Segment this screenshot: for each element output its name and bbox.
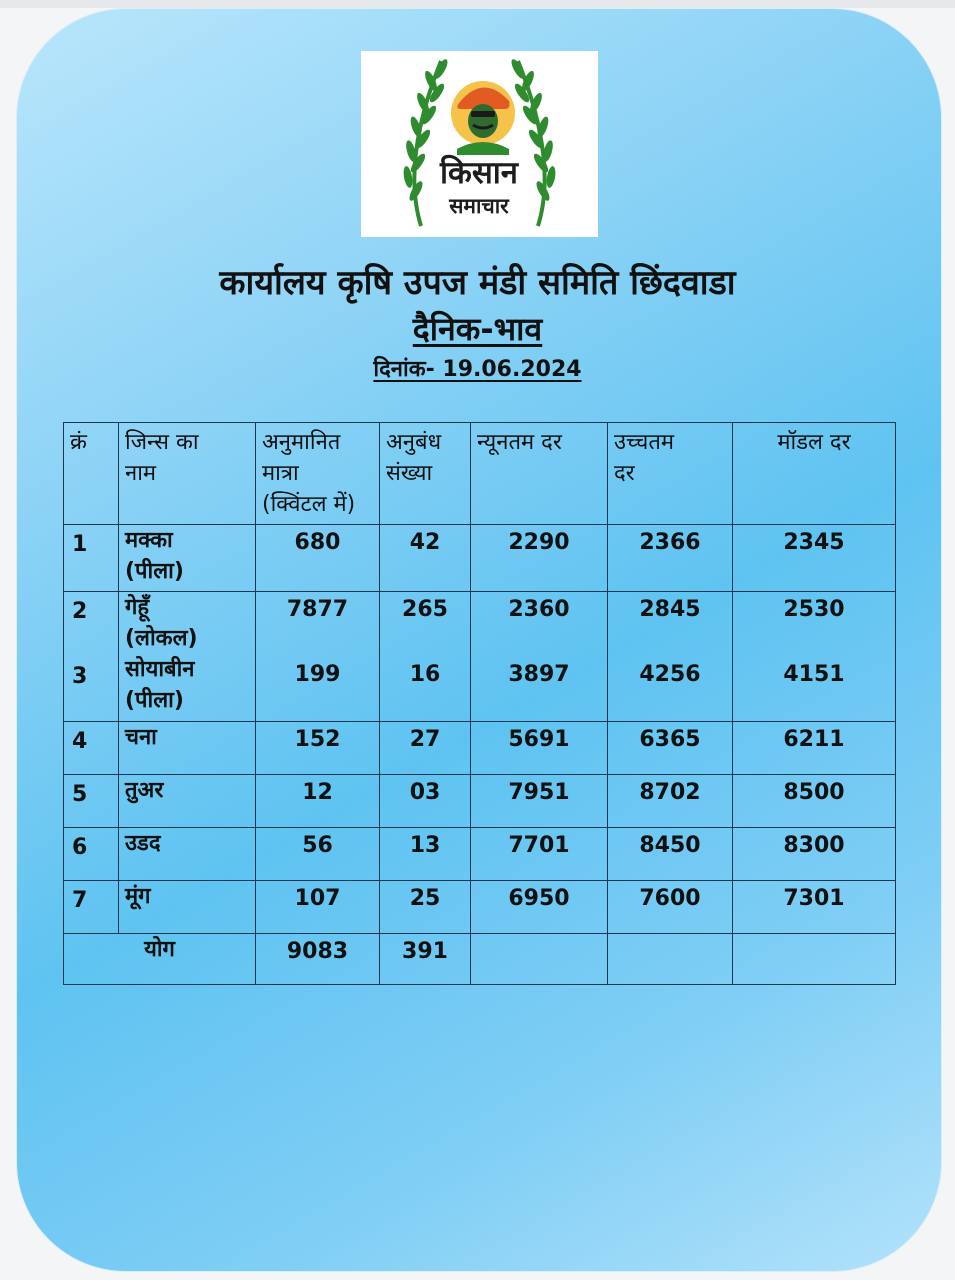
cell-qty: 152: [256, 722, 380, 775]
logo-graphic: [361, 51, 598, 237]
col-header-sn: क्रं: [64, 423, 119, 525]
col-header-max: उच्चतम दर: [608, 423, 733, 525]
cell-model: 8500: [733, 775, 896, 828]
col-header-model: मॉडल दर: [733, 423, 896, 525]
cell-count: 13: [380, 828, 471, 881]
table-row: [64, 525, 896, 592]
table-row: [64, 881, 896, 934]
total-count: 391: [380, 934, 471, 985]
cell-sn: 6: [64, 828, 119, 881]
office-title: कार्यालय कृषि उपज मंडी समिति छिंदवाडा: [219, 263, 736, 303]
total-label: योग: [64, 934, 256, 985]
cell-model: 2345: [733, 525, 896, 592]
cell-qty: 56: [256, 828, 380, 881]
cell-qty: 107: [256, 881, 380, 934]
page-subtitle: [0, 307, 955, 350]
cell-min: 7951: [471, 775, 608, 828]
kisan-samachar-logo: [361, 51, 598, 237]
cell-crop: गेहूँ (लोकल) सोयाबीन (पीला): [119, 592, 256, 722]
table-row: [64, 722, 896, 775]
cell-min: 6950: [471, 881, 608, 934]
cell-min: 7701: [471, 828, 608, 881]
cell-max: 2366: [608, 525, 733, 592]
wheat-right-icon: [509, 57, 557, 226]
cell-max: 6365: [608, 722, 733, 775]
cell-qty: 12: [256, 775, 380, 828]
cell-max: 8450: [608, 828, 733, 881]
total-empty-min: [471, 934, 608, 985]
cell-model: 7301: [733, 881, 896, 934]
cell-count: 25: [380, 881, 471, 934]
cell-max: 7600: [608, 881, 733, 934]
cell-min: 2290: [471, 525, 608, 592]
cell-count: 03: [380, 775, 471, 828]
cell-crop: चना: [119, 722, 256, 775]
table-row-merged: [64, 592, 896, 722]
table-row: [64, 828, 896, 881]
cell-model: 8300: [733, 828, 896, 881]
cell-qty: 680: [256, 525, 380, 592]
cell-sn: 2 3: [64, 592, 119, 722]
cell-sn: 7: [64, 881, 119, 934]
col-header-name: जिन्स का नाम: [119, 423, 256, 525]
logo-line1: किसान: [439, 155, 519, 191]
top-bar: [0, 0, 955, 8]
table-total-row: [64, 934, 896, 985]
cell-sn: 1: [64, 525, 119, 592]
cell-crop: मक्का (पीला): [119, 525, 256, 592]
cell-crop: उडद: [119, 828, 256, 881]
col-header-min: न्यूनतम दर: [471, 423, 608, 525]
cell-max: 8702: [608, 775, 733, 828]
cell-crop: मूंग: [119, 881, 256, 934]
cell-qty: 7877 199: [256, 592, 380, 722]
cell-sn: 4: [64, 722, 119, 775]
cell-count: 27: [380, 722, 471, 775]
cell-max: 2845 4256: [608, 592, 733, 722]
cell-crop: तुअर: [119, 775, 256, 828]
date-text: दिनांक- 19.06.2024: [373, 357, 582, 382]
date-line: [0, 353, 955, 383]
cell-model: 6211: [733, 722, 896, 775]
cell-model: 2530 4151: [733, 592, 896, 722]
total-empty-max: [608, 934, 733, 985]
total-qty: 9083: [256, 934, 380, 985]
col-header-qty: अनुमानित मात्रा (क्विंटल में): [256, 423, 380, 525]
cell-count: 42: [380, 525, 471, 592]
cell-min: 2360 3897: [471, 592, 608, 722]
table-row: [64, 775, 896, 828]
farmer-icon: [451, 81, 515, 155]
cell-count: 265 16: [380, 592, 471, 722]
cell-sn: 5: [64, 775, 119, 828]
wheat-left-icon: [402, 57, 450, 226]
logo-line2: समाचार: [449, 194, 509, 218]
table-header-row: [64, 423, 896, 525]
total-empty-model: [733, 934, 896, 985]
cell-min: 5691: [471, 722, 608, 775]
col-header-count: अनुबंध संख्या: [380, 423, 471, 525]
rates-table: [63, 422, 896, 985]
subtitle-text: दैनिक-भाव: [412, 310, 543, 348]
